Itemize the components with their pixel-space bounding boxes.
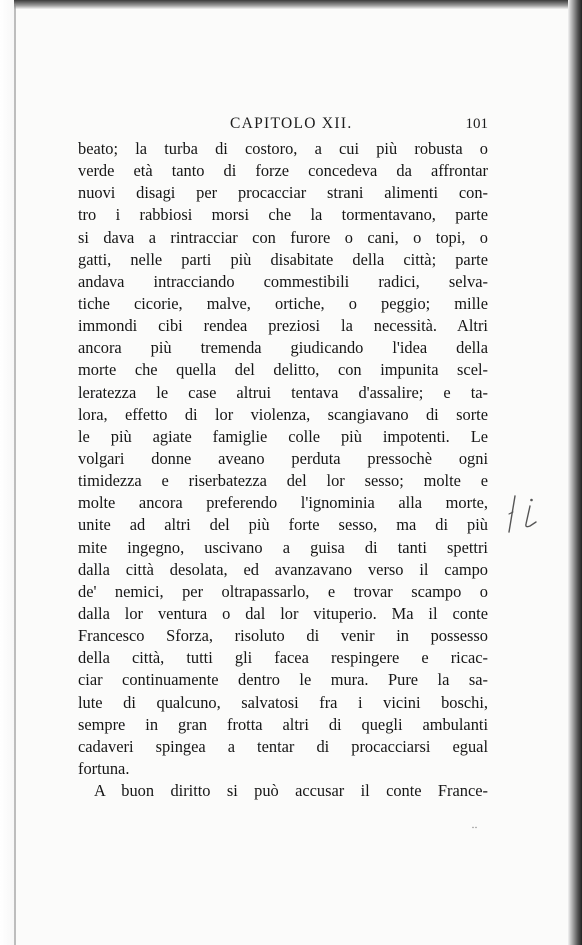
top-page-edge	[0, 0, 582, 9]
text-line: si dava a rintracciar con furore o cani, o topi, o	[78, 227, 488, 247]
page-number: 101	[465, 116, 488, 132]
text-line: ciar continuamente dentro le mura. Pure la sa-	[78, 670, 488, 690]
text-line: lora, effetto di lor violenza, scangiavano di sorte	[78, 404, 488, 424]
text-line: tro i rabbiosi morsi che la tormentavano, parte	[78, 205, 488, 225]
body-text	[78, 138, 488, 802]
text-line: cadaveri spingea a tentar di procacciarsi egual	[78, 736, 488, 756]
paragraph-start-line: A buon diritto si può accusar il conte France-	[94, 781, 488, 801]
text-line: unite ad altri del più forte sesso, ma di più	[78, 515, 488, 535]
text-line: le più agiate famiglie colle più impotenti. Le	[78, 426, 488, 446]
text-line: beato; la turba di costoro, a cui più robusta o	[78, 139, 488, 158]
text-line: andava intracciando commestibili radici, selva-	[78, 271, 488, 291]
text-line: verde età tanto di forze concedeva da affrontar	[78, 161, 488, 181]
text-line: della città, tutti gli facea respingere e ricac-	[78, 648, 488, 668]
text-line: ancora più tremenda giudicando l'idea della	[78, 338, 488, 358]
binding-gutter-line	[14, 4, 16, 945]
paragraph-end-line: fortuna.	[78, 758, 130, 778]
text-line: Francesco Sforza, risoluto di venir in possesso	[78, 626, 488, 646]
text-line: mite ingegno, uscivano a guisa di tanti spettri	[78, 537, 488, 557]
left-page-margin	[0, 0, 14, 945]
text-line: volgari donne aveano perduta pressochè ogni	[78, 448, 488, 468]
text-line: dalla lor ventura o dal lor vituperio. Ma il conte	[78, 603, 488, 623]
running-head: CAPITOLO XII.	[230, 115, 353, 132]
text-line: molte ancora preferendo l'ignominia alla morte,	[78, 493, 488, 513]
text-line: timidezza e riserbatezza del lor sesso; molte e	[78, 471, 488, 491]
pencil-margin-mark	[506, 490, 556, 540]
text-line: sempre in gran frotta altri di quegli ambulanti	[78, 714, 488, 734]
text-line: nuovi disagi per procacciar strani alimenti con-	[78, 183, 488, 203]
text-line: tiche cicorie, malve, ortiche, o peggio; mille	[78, 293, 488, 313]
text-line: immondi cibi rendea preziosi la necessità. Altri	[78, 316, 488, 336]
right-page-edge	[568, 0, 582, 945]
page-header	[70, 115, 490, 137]
text-line: gatti, nelle parti più disabitate della città; parte	[78, 249, 488, 269]
text-line: leratezza le case altrui tentava d'assalire; e ta-	[78, 382, 488, 402]
ink-speck	[472, 826, 478, 829]
text-line: de' nemici, per oltrapassarlo, e trovar scampo o	[78, 581, 488, 601]
text-line: morte che quella del delitto, con impunita scel-	[78, 360, 488, 380]
text-line: dalla città desolata, ed avanzavano verso il campo	[78, 559, 488, 579]
text-line: lute di qualcuno, salvatosi fra i vicini boschi,	[78, 692, 488, 712]
